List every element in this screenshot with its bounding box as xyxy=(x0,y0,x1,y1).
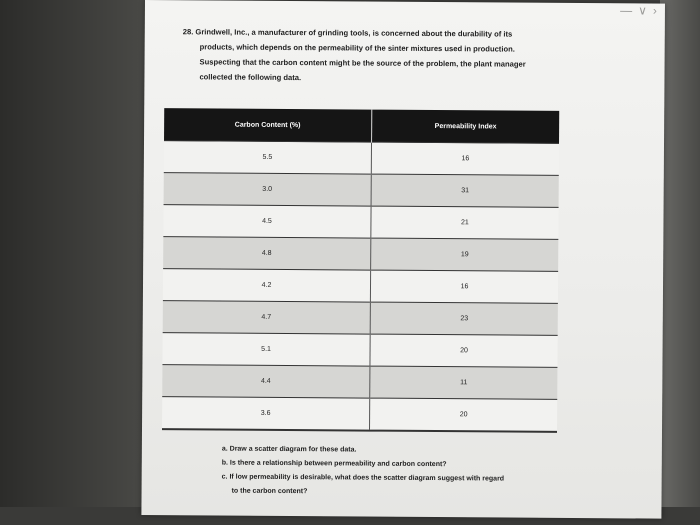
data-table xyxy=(162,108,559,433)
column-header-carbon: Carbon Content (%) xyxy=(164,108,372,142)
carbon-cell: 4.8 xyxy=(163,237,371,270)
permeability-cell: 21 xyxy=(371,206,559,239)
part-b: b. Is there a relationship between permeability and carbon content? xyxy=(221,459,447,469)
table-header-row xyxy=(164,108,559,143)
table-row xyxy=(164,141,559,176)
problem-line: collected the following data. xyxy=(199,72,302,83)
part-c-continuation: to the carbon content? xyxy=(231,487,308,496)
minimize-icon[interactable]: — xyxy=(620,3,639,18)
window-controls xyxy=(620,3,663,17)
chevron-down-icon[interactable]: ∨ xyxy=(638,3,653,18)
permeability-cell: 19 xyxy=(371,238,559,271)
permeability-cell: 11 xyxy=(370,366,558,399)
permeability-cell: 20 xyxy=(370,334,558,367)
carbon-cell: 4.5 xyxy=(163,205,371,238)
problem-line: Suspecting that the carbon content might be the source of the problem, the plant manager xyxy=(199,57,526,69)
background-right xyxy=(660,0,700,525)
table-row xyxy=(162,397,557,432)
carbon-cell: 4.7 xyxy=(163,301,371,334)
table-row xyxy=(163,269,558,304)
chevron-right-icon[interactable]: › xyxy=(652,3,663,18)
problem-statement xyxy=(182,24,622,87)
table-row xyxy=(163,237,558,272)
carbon-cell: 3.6 xyxy=(162,397,370,431)
problem-line: 28. Grindwell, Inc., a manufacturer of grinding tools, is concerned about the durability of its xyxy=(182,27,513,39)
column-header-permeability: Permeability Index xyxy=(372,110,560,144)
background-left xyxy=(0,0,150,525)
permeability-cell: 23 xyxy=(370,302,558,335)
carbon-cell: 4.4 xyxy=(162,365,370,398)
part-c: c. If low permeability is desirable, what does the scatter diagram suggest with regard xyxy=(221,473,505,483)
carbon-cell: 5.1 xyxy=(162,333,370,366)
carbon-cell: 5.5 xyxy=(164,141,372,174)
permeability-cell: 16 xyxy=(370,270,558,303)
table-row xyxy=(163,301,558,336)
part-a: a. Draw a scatter diagram for these data. xyxy=(221,445,357,454)
problem-line: products, which depends on the permeability of the sinter mixtures used in production. xyxy=(199,42,515,54)
permeability-cell: 16 xyxy=(371,142,559,175)
table-row xyxy=(164,173,559,208)
question-parts xyxy=(222,443,642,502)
carbon-cell: 4.2 xyxy=(163,269,371,302)
carbon-cell: 3.0 xyxy=(164,173,372,206)
document-page xyxy=(141,0,665,519)
permeability-cell: 20 xyxy=(369,398,557,432)
table-row xyxy=(163,205,558,240)
permeability-cell: 31 xyxy=(371,174,559,207)
table-row xyxy=(162,365,557,400)
table-row xyxy=(162,333,557,368)
